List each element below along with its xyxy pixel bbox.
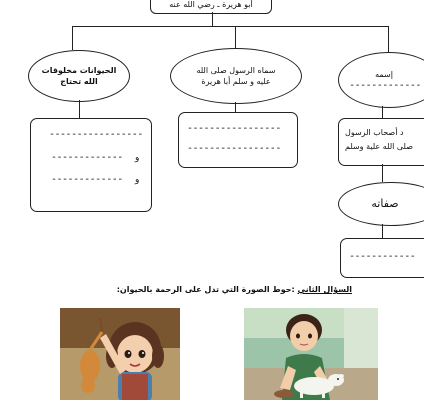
animals-answer-3: ------------- (51, 174, 123, 185)
animals-title-1: الحيوانات مخلوقات (41, 66, 117, 75)
name-title: إسمه (375, 70, 393, 79)
traits-answer-box (340, 238, 424, 278)
animals-ellipse (28, 50, 130, 102)
companions-line-1: د أصحاب الرسول (345, 128, 404, 137)
animals-answer-box (30, 118, 152, 212)
name-answer: ------------- (349, 80, 421, 91)
traits-ellipse (338, 182, 424, 226)
named-ellipse (170, 48, 302, 104)
traits-connector (382, 164, 383, 182)
animals-answer-2: ------------- (51, 152, 123, 163)
traits-answer-connector (382, 224, 383, 238)
named-title-2: عليه و سلم أبا هريرة (201, 77, 271, 86)
picture-girl-cat[interactable] (60, 308, 180, 400)
traits-title: صفاته (371, 197, 399, 210)
picture-boy-lamb[interactable] (244, 308, 378, 400)
root-text: أبو هريرة ـ رضي الله عنه (169, 0, 253, 9)
companions-line-2: صلى الله علية وسلم (345, 142, 413, 151)
animals-title-2: الله تحتاج (60, 77, 98, 86)
named-answer-box (178, 112, 298, 168)
named-answer-2: ----------------- (187, 143, 281, 154)
animals-connector (79, 100, 80, 118)
animals-conj-1: و (135, 153, 140, 163)
animals-conj-2: و (135, 175, 140, 185)
named-connector (235, 102, 236, 112)
connector-right (388, 26, 389, 52)
named-title-1: سماه الرسول صلى الله (196, 66, 276, 75)
name-connector (382, 106, 383, 118)
connector-horizontal (72, 26, 388, 27)
question2-label: السؤال الثاني (297, 285, 352, 294)
question2 (117, 284, 352, 295)
animals-answer-1: ----------------- (49, 129, 143, 140)
traits-answer: ------------ (349, 251, 416, 262)
named-answer-1: ----------------- (187, 123, 281, 134)
connector-middle (235, 26, 236, 48)
question2-text: :حوط الصورة التي تدل على الرحمة بالحيوان: (116, 285, 298, 294)
connector-left (72, 26, 73, 50)
companions-box (338, 118, 424, 166)
connector-root-down (212, 12, 213, 26)
root-box (150, 0, 272, 14)
name-ellipse (338, 52, 424, 108)
